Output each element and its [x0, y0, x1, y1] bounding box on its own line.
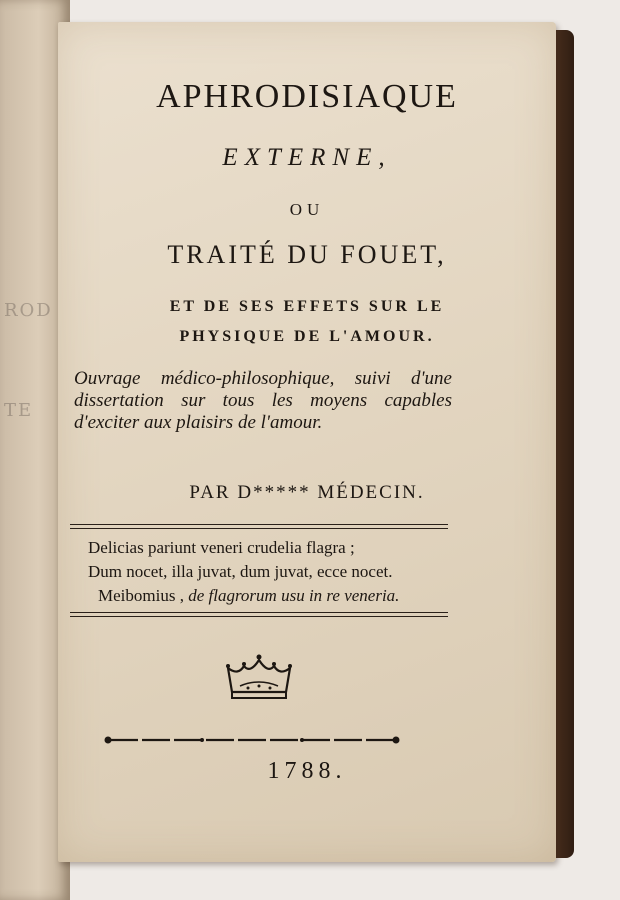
description: Ouvrage médico-philosophique, suivi d'une dissertation sur tous les moyens capables d'exciter aux plaisirs de l'amour. [74, 368, 452, 433]
main-title: TRAITÉ DU FOUET, [167, 240, 447, 269]
crown-icon [224, 652, 294, 702]
author-line: PAR D***** MÉDECIN. [189, 482, 425, 503]
epigraph-attribution [98, 586, 399, 606]
title-connector: OU [289, 200, 325, 219]
title-line-5: ET DE SES EFFETS SUR LE [169, 298, 445, 315]
epigraph-line-2: Dum nocet, illa juvat, dum juvat, ecce nocet. [88, 562, 393, 581]
left-page-ghost-text-1: ROD [4, 300, 53, 321]
publication-year: 1788. [267, 758, 347, 784]
top-rule [70, 524, 448, 529]
left-page-ghost-text-2: TE [4, 400, 34, 421]
ornamental-rule-icon [102, 734, 402, 746]
attribution-name: Meibomius , [98, 586, 184, 605]
book-subtitle: EXTERNE, [222, 144, 392, 171]
epigraph-line-1: Delicias pariunt veneri crudelia flagra ; [88, 538, 355, 557]
title-line-6: PHYSIQUE DE L'AMOUR. [179, 328, 435, 345]
title-page [58, 22, 556, 862]
bottom-rule [70, 612, 448, 617]
book-title: APHRODISIAQUE [156, 78, 458, 115]
attribution-work: de flagrorum usu in re veneria. [188, 586, 400, 605]
